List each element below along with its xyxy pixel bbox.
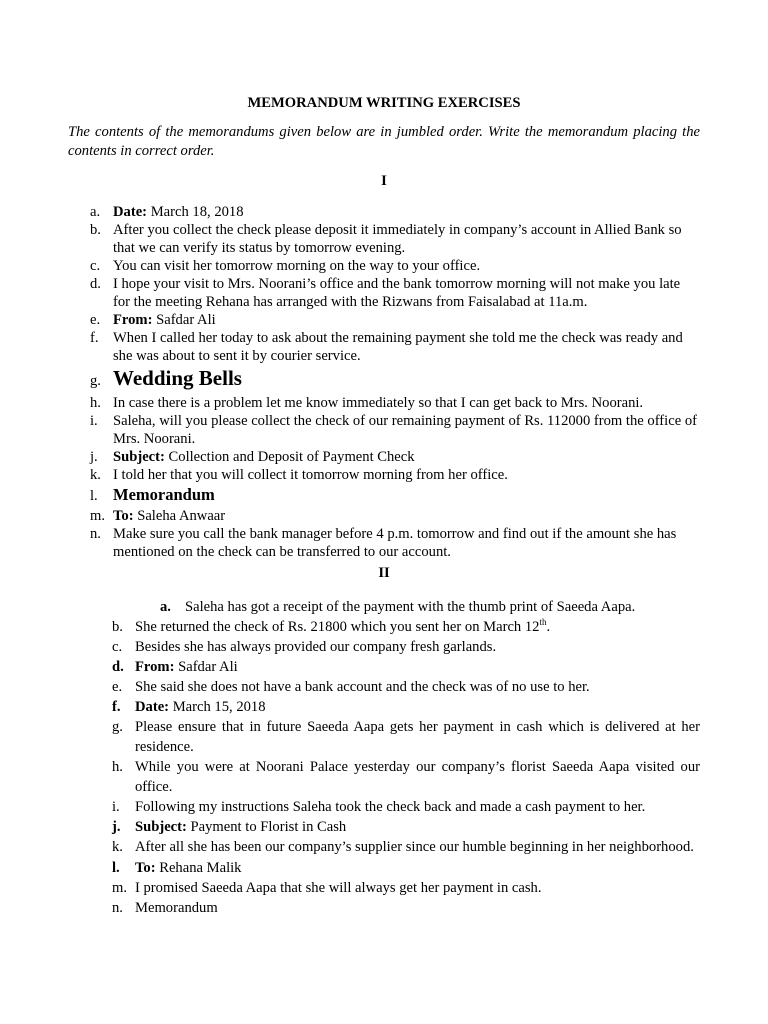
list-item — [68, 221, 700, 257]
item-label: m. — [112, 879, 127, 896]
item-text: Memorandum — [135, 899, 218, 916]
item-label: m. — [90, 508, 105, 524]
item-text: Saleha has got a receipt of the payment with the thumb print of Saeeda Aapa. — [185, 599, 636, 615]
item-text — [135, 698, 700, 716]
item-label: e. — [112, 679, 123, 695]
item-value: Safdar Ali — [174, 659, 238, 675]
list-item — [90, 758, 700, 797]
item-bold-label: From: — [113, 312, 153, 328]
ordinal-suffix: th — [539, 617, 547, 628]
list-item — [68, 484, 700, 507]
item-text — [113, 203, 700, 221]
item-label: g. — [90, 373, 101, 389]
list-item — [90, 618, 700, 636]
item-text — [113, 311, 700, 329]
list-item — [68, 394, 700, 412]
item-text: In case there is a problem let me know immediately so that I can get back to Mrs. Noorani. — [113, 395, 644, 411]
list-item — [68, 412, 700, 448]
item-bold-label: To: — [135, 859, 156, 876]
item-label: i. — [112, 799, 120, 815]
item-text: After you collect the check please deposit it immediately in company’s account in Allied Bank so that we can verify its status by tomorrow evening. — [113, 222, 682, 256]
list-item — [68, 507, 700, 525]
item-text — [135, 618, 700, 636]
list-item — [90, 698, 700, 716]
list-item — [68, 275, 700, 311]
item-label: g. — [112, 719, 123, 735]
item-text: Besides she has always provided our company fresh garlands. — [135, 639, 497, 655]
item-text — [113, 448, 700, 466]
item-label: k. — [90, 467, 101, 483]
item-text — [113, 507, 700, 525]
item-text — [135, 658, 700, 676]
item-text: While you were at Noorani Palace yesterday our company’s florist Saeeda Aapa visited our office. — [135, 759, 700, 795]
item-text: She said she does not have a bank account and the check was of no use to her. — [135, 679, 590, 695]
item-text: Please ensure that in future Saeeda Aapa gets her payment in cash which is delivered at her residence. — [135, 719, 700, 755]
item-punctuation: . — [546, 619, 551, 635]
list-item — [68, 466, 700, 484]
exercise-list-1 — [68, 203, 700, 561]
item-value: Saleha Anwaar — [133, 508, 226, 524]
item-label: j. — [112, 819, 121, 835]
list-item — [68, 257, 700, 275]
list-item — [90, 718, 700, 757]
list-item — [68, 329, 700, 365]
list-item — [138, 598, 700, 616]
item-value: March 18, 2018 — [147, 204, 244, 220]
item-text: Saleha, will you please collect the check of our remaining payment of Rs. 112000 from the office of Mrs. Noorani. — [113, 413, 697, 447]
list-item — [68, 311, 700, 329]
item-label: f. — [112, 699, 121, 715]
list-item — [90, 798, 700, 816]
item-text: Wedding Bells — [113, 366, 242, 390]
list-item — [90, 678, 700, 696]
item-label: c. — [90, 258, 101, 274]
item-label: n. — [90, 526, 101, 542]
item-label: f. — [90, 330, 99, 346]
item-label: d. — [90, 276, 101, 292]
item-bold-label: Date: — [113, 204, 148, 220]
item-value: She returned the check of Rs. 21800 which you sent her on March 12 — [135, 619, 540, 635]
item-label: l. — [112, 859, 120, 876]
item-value: Rehana Malik — [155, 859, 242, 876]
item-label: a. — [90, 204, 101, 220]
item-label: h. — [90, 395, 101, 411]
item-text: I told her that you will collect it tomorrow morning from her office. — [113, 467, 508, 483]
item-value: Payment to Florist in Cash — [186, 819, 347, 835]
section-heading-2: II — [378, 565, 390, 581]
item-value: Collection and Deposit of Payment Check — [164, 449, 415, 465]
item-text: Memorandum — [113, 485, 215, 504]
item-text: You can visit her tomorrow morning on the way to your office. — [113, 258, 481, 274]
list-item — [90, 838, 700, 858]
list-item — [68, 448, 700, 466]
list-item — [90, 899, 700, 917]
item-label: k. — [112, 839, 123, 855]
item-bold-label: Subject: — [135, 819, 187, 835]
item-label: b. — [90, 222, 101, 238]
page-title: MEMORANDUM WRITING EXERCISES — [247, 95, 521, 111]
item-value: Safdar Ali — [152, 312, 216, 328]
item-label: j. — [90, 449, 98, 465]
item-label: b. — [112, 619, 123, 635]
item-text: When I called her today to ask about the remaining payment she told me the check was ready and she was about to sent it by courier service. — [113, 330, 683, 364]
instructions-paragraph: The contents of the memorandums given below are in jumbled order. Write the memorandum placing the contents in correct order. — [68, 124, 700, 159]
item-label: a. — [160, 599, 171, 615]
item-label: h. — [112, 759, 123, 775]
list-item — [90, 818, 700, 836]
list-item — [90, 859, 700, 877]
item-text — [135, 859, 700, 877]
item-label: e. — [90, 312, 101, 328]
item-label: l. — [90, 488, 98, 504]
item-bold-label: Subject: — [113, 449, 165, 465]
item-text: I hope your visit to Mrs. Noorani’s office and the bank tomorrow morning will not make you late for the meeting Rehana has arranged with the Rizwans from Faisalabad at 11a.m. — [113, 276, 681, 310]
item-label: c. — [112, 639, 123, 655]
exercise-list-2 — [90, 598, 700, 917]
item-text: Following my instructions Saleha took the check back and made a cash payment to her. — [135, 799, 646, 815]
list-item — [68, 365, 700, 394]
item-label: n. — [112, 899, 123, 916]
item-bold-label: To: — [113, 508, 134, 524]
section-heading-1: I — [381, 173, 387, 189]
list-item — [90, 658, 700, 676]
item-text: I promised Saeeda Aapa that she will always get her payment in cash. — [135, 879, 542, 896]
list-item — [90, 879, 700, 897]
item-text: After all she has been our company’s supplier since our humble beginning in her neighborhood. — [135, 839, 694, 855]
item-text — [135, 818, 700, 836]
item-label: i. — [90, 413, 98, 429]
item-label: d. — [112, 659, 124, 675]
item-bold-label: From: — [135, 659, 175, 675]
list-item — [90, 638, 700, 656]
list-item — [68, 203, 700, 221]
item-value: March 15, 2018 — [169, 699, 266, 715]
list-item — [68, 525, 700, 561]
item-bold-label: Date: — [135, 699, 170, 715]
item-text: Make sure you call the bank manager before 4 p.m. tomorrow and find out if the amount she has mentioned on the check can be transferred to our account. — [113, 526, 677, 560]
